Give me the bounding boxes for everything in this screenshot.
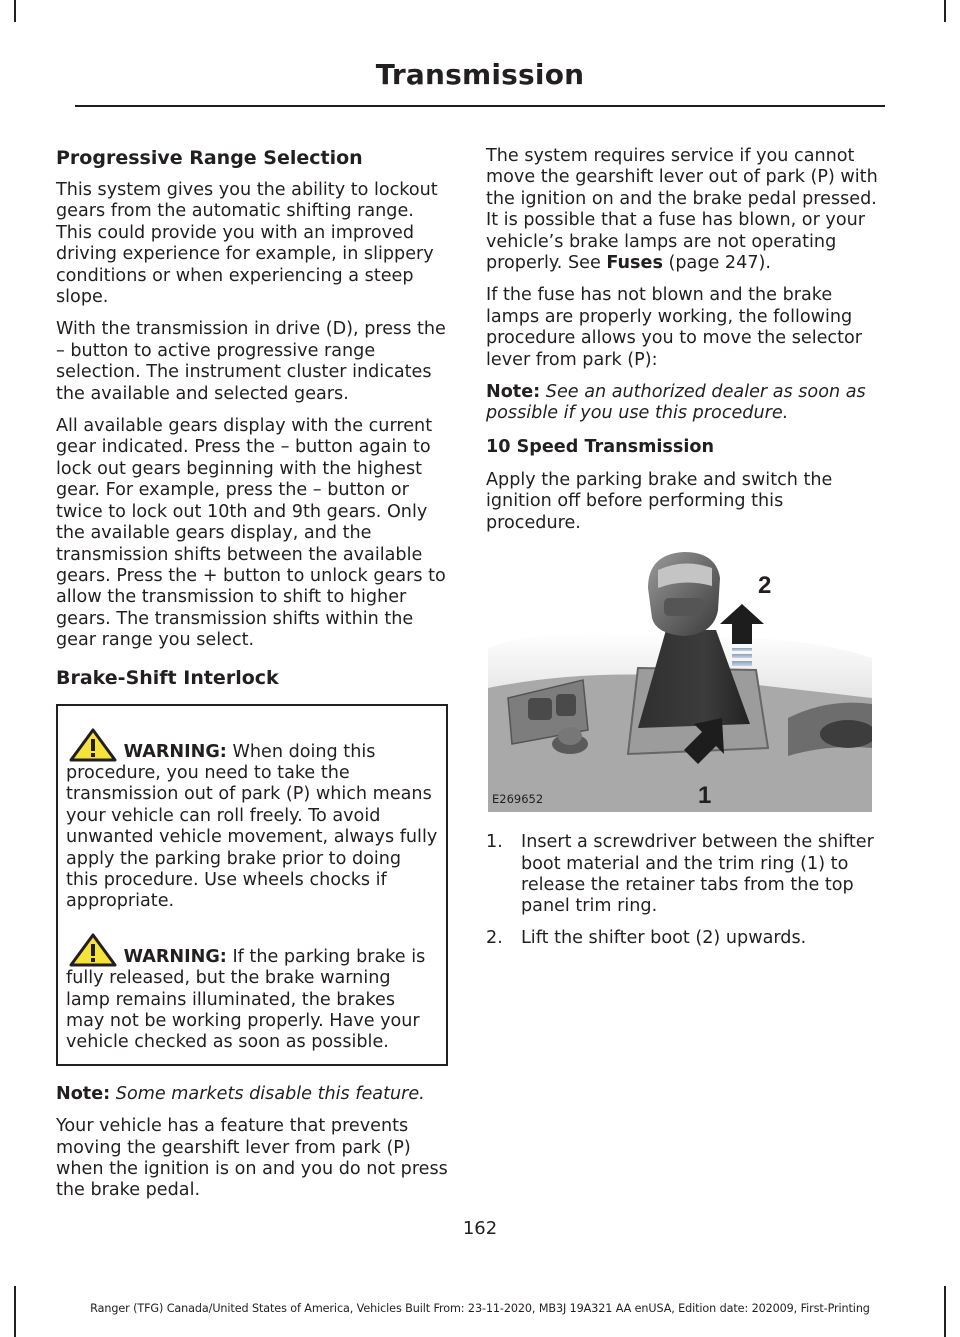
list-item [486,928,882,949]
warning-triangle-icon [68,728,118,762]
warning-label: WARNING: [123,946,227,967]
footer-text: Ranger (TFG) Canada/United States of America, Vehicles Built From: 23-11-2020, MB3J 19A321 AA enUSA, Edition date: 202009, First-Printing [90,1302,870,1315]
text: The system requires service if you cannot move the gearshift lever out of park (P) with the ignition on and the brake pedal pressed. It is possible that a fuse has blown, or your vehicle’s brake lamps are not operating properly. See [486,146,878,274]
procedure-steps [486,832,882,949]
warning-box [56,704,448,1066]
crop-mark [14,0,16,22]
page-title: Transmission [375,58,585,91]
step-text: Lift the shifter boot (2) upwards. [521,927,807,948]
step-number: 1. [486,832,503,853]
section-heading: Progressive Range Selection [56,147,363,169]
left-column [56,146,448,1213]
shifter-figure [488,548,872,812]
fuses-link[interactable]: Fuses [606,253,663,274]
page-number: 162 [462,1218,498,1239]
note-label: Note: [486,382,541,403]
paragraph: Your vehicle has a feature that prevents moving the gearshift lever from park (P) when the ignition is on and you do not press the brake pedal. [56,1116,448,1201]
figure-id: E269652 [492,791,544,806]
section-heading: Brake-Shift Interlock [56,666,279,689]
crop-mark [944,0,946,22]
header-rule [75,105,885,107]
paragraph: If the fuse has not blown and the brake lamps are properly working, the following procedure allows you to move the selector lever from park (P): [486,285,862,370]
warning-text: If the parking brake is fully released, but the brake warning lamp remains illuminated, the brakes may not be working properly. Have your vehicle checked as soon as possible. [66,946,426,1053]
warning-text: When doing this procedure, you need to take the transmission out of park (P) which means your vehicle can roll freely. To avoid unwanted vehicle movement, always fully apply the parking brake prior to doing this procedure. Use wheels chocks if appropriate. [66,741,438,912]
step-number: 2. [486,927,503,948]
right-column [486,146,882,959]
warning-item [66,933,438,1054]
paragraph: This system gives you the ability to lockout gears from the automatic shifting range. This could provide you with an improved driving experience for example, in slippery conditions or when experiencing a steep slope. [56,180,438,308]
callout-1: 1 [698,782,712,810]
note [486,382,882,425]
paragraph: With the transmission in drive (D), press the – button to active progressive range selection. The instrument cluster indicates the available and selected gears. [56,319,446,404]
text: (page 247). [662,253,771,274]
callout-2: 2 [758,572,772,600]
section-heading: 10 Speed Transmission [486,436,715,457]
note-text: Some markets disable this feature. [110,1083,425,1104]
paragraph: All available gears display with the current gear indicated. Press the – button again to lock out gears beginning with the highest gear. For example, press the – button or twice to lock out 10th and 9th gears. Only the available gears display, and the transmission shifts between the available gears. Press the + button to unlock gears to allow the transmission to shift to higher gears. The transmission shifts within the gear range you select. [56,416,446,651]
warning-item [66,728,438,913]
shifter-illustration [488,548,872,812]
step-text: Insert a screwdriver between the shifter boot material and the trim ring (1) to release the retainer tabs from the top panel trim ring. [521,832,874,917]
paragraph: Apply the parking brake and switch the ignition off before performing this procedure. [486,469,833,533]
note-text: See an authorized dealer as soon as possible if you use this procedure. [486,382,866,424]
list-item [486,832,882,918]
note [56,1084,448,1105]
note-label: Note: [56,1083,111,1104]
warning-label: WARNING: [123,741,227,762]
warning-triangle-icon [68,933,118,967]
paragraph [486,146,882,274]
